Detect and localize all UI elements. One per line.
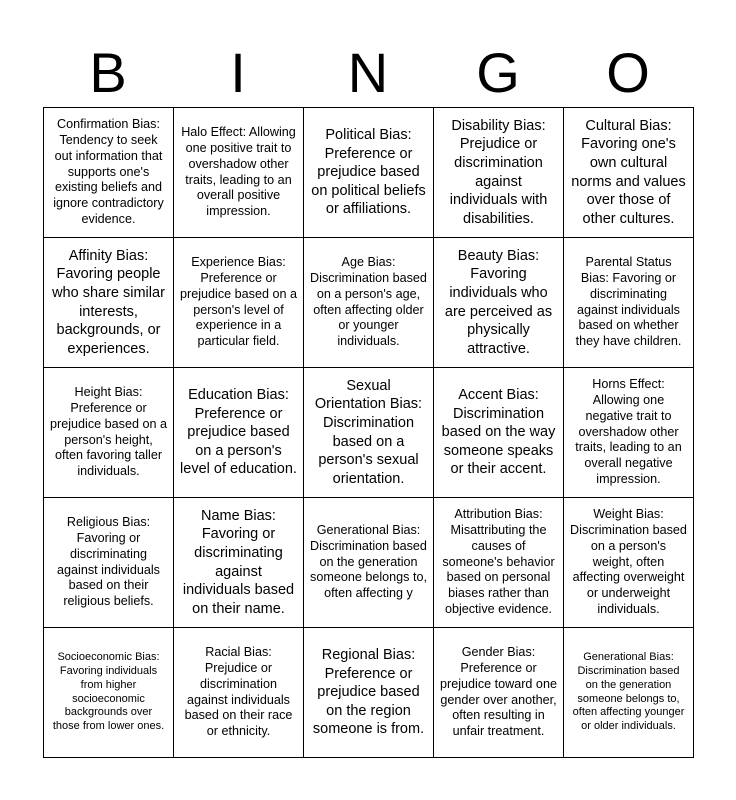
title-letter-i: I bbox=[230, 41, 246, 104]
bingo-cell: Racial Bias: Prejudice or discrimination against individuals based on their race or ethnicity. bbox=[174, 628, 304, 758]
bingo-cell: Sexual Orientation Bias: Discrimination based on a person's sexual orientation. bbox=[304, 368, 434, 498]
bingo-cell: Attribution Bias: Misattributing the causes of someone's behavior based on personal biases rather than objective evidence. bbox=[434, 498, 564, 628]
bingo-cell: Education Bias: Preference or prejudice based on a person's level of education. bbox=[174, 368, 304, 498]
bingo-cell: Religious Bias: Favoring or discriminating against individuals based on their religious beliefs. bbox=[44, 498, 174, 628]
bingo-cell: Halo Effect: Allowing one positive trait to overshadow other traits, leading to an overall positive impression. bbox=[174, 108, 304, 238]
title-letter-g: G bbox=[476, 41, 520, 104]
bingo-cell: Age Bias: Discrimination based on a person's age, often affecting older or younger individuals. bbox=[304, 238, 434, 368]
bingo-cell: Political Bias: Preference or prejudice based on political beliefs or affiliations. bbox=[304, 108, 434, 238]
bingo-cell: Height Bias: Preference or prejudice based on a person's height, often favoring taller individuals. bbox=[44, 368, 174, 498]
bingo-cell: Horns Effect: Allowing one negative trait to overshadow other traits, leading to an overall negative impression. bbox=[564, 368, 694, 498]
bingo-cell: Generational Bias: Discrimination based on the generation someone belongs to, often affecting younger or older individuals. bbox=[564, 628, 694, 758]
bingo-cell: Socioeconomic Bias: Favoring individuals from higher socioeconomic backgrounds over those from lower ones. bbox=[44, 628, 174, 758]
bingo-cell: Name Bias: Favoring or discriminating against individuals based on their name. bbox=[174, 498, 304, 628]
title-letter-o: O bbox=[606, 41, 650, 104]
bingo-title bbox=[43, 38, 693, 108]
bingo-cell: Experience Bias: Preference or prejudice based on a person's level of experience in a particular field. bbox=[174, 238, 304, 368]
title-letter-n: N bbox=[347, 41, 389, 104]
title-letter-b: B bbox=[89, 41, 127, 104]
bingo-cell: Gender Bias: Preference or prejudice toward one gender over another, often resulting in unfair treatment. bbox=[434, 628, 564, 758]
bingo-cell: Weight Bias: Discrimination based on a person's weight, often affecting overweight or underweight individuals. bbox=[564, 498, 694, 628]
bingo-cell: Cultural Bias: Favoring one's own cultural norms and values over those of other cultures. bbox=[564, 108, 694, 238]
bingo-cell: Regional Bias: Preference or prejudice based on the region someone is from. bbox=[304, 628, 434, 758]
bingo-cell: Confirmation Bias: Tendency to seek out information that supports one's existing beliefs and ignore contradictory evidence. bbox=[44, 108, 174, 238]
bingo-cell: Affinity Bias: Favoring people who share similar interests, backgrounds, or experiences. bbox=[44, 238, 174, 368]
bingo-cell: Beauty Bias: Favoring individuals who are perceived as physically attractive. bbox=[434, 238, 564, 368]
bingo-cell: Disability Bias: Prejudice or discrimination against individuals with disabilities. bbox=[434, 108, 564, 238]
bingo-board bbox=[43, 107, 694, 758]
bingo-cell: Accent Bias: Discrimination based on the way someone speaks or their accent. bbox=[434, 368, 564, 498]
bingo-cell: Generational Bias: Discrimination based on the generation someone belongs to, often affecting y bbox=[304, 498, 434, 628]
bingo-cell: Parental Status Bias: Favoring or discriminating against individuals based on whether they have children. bbox=[564, 238, 694, 368]
